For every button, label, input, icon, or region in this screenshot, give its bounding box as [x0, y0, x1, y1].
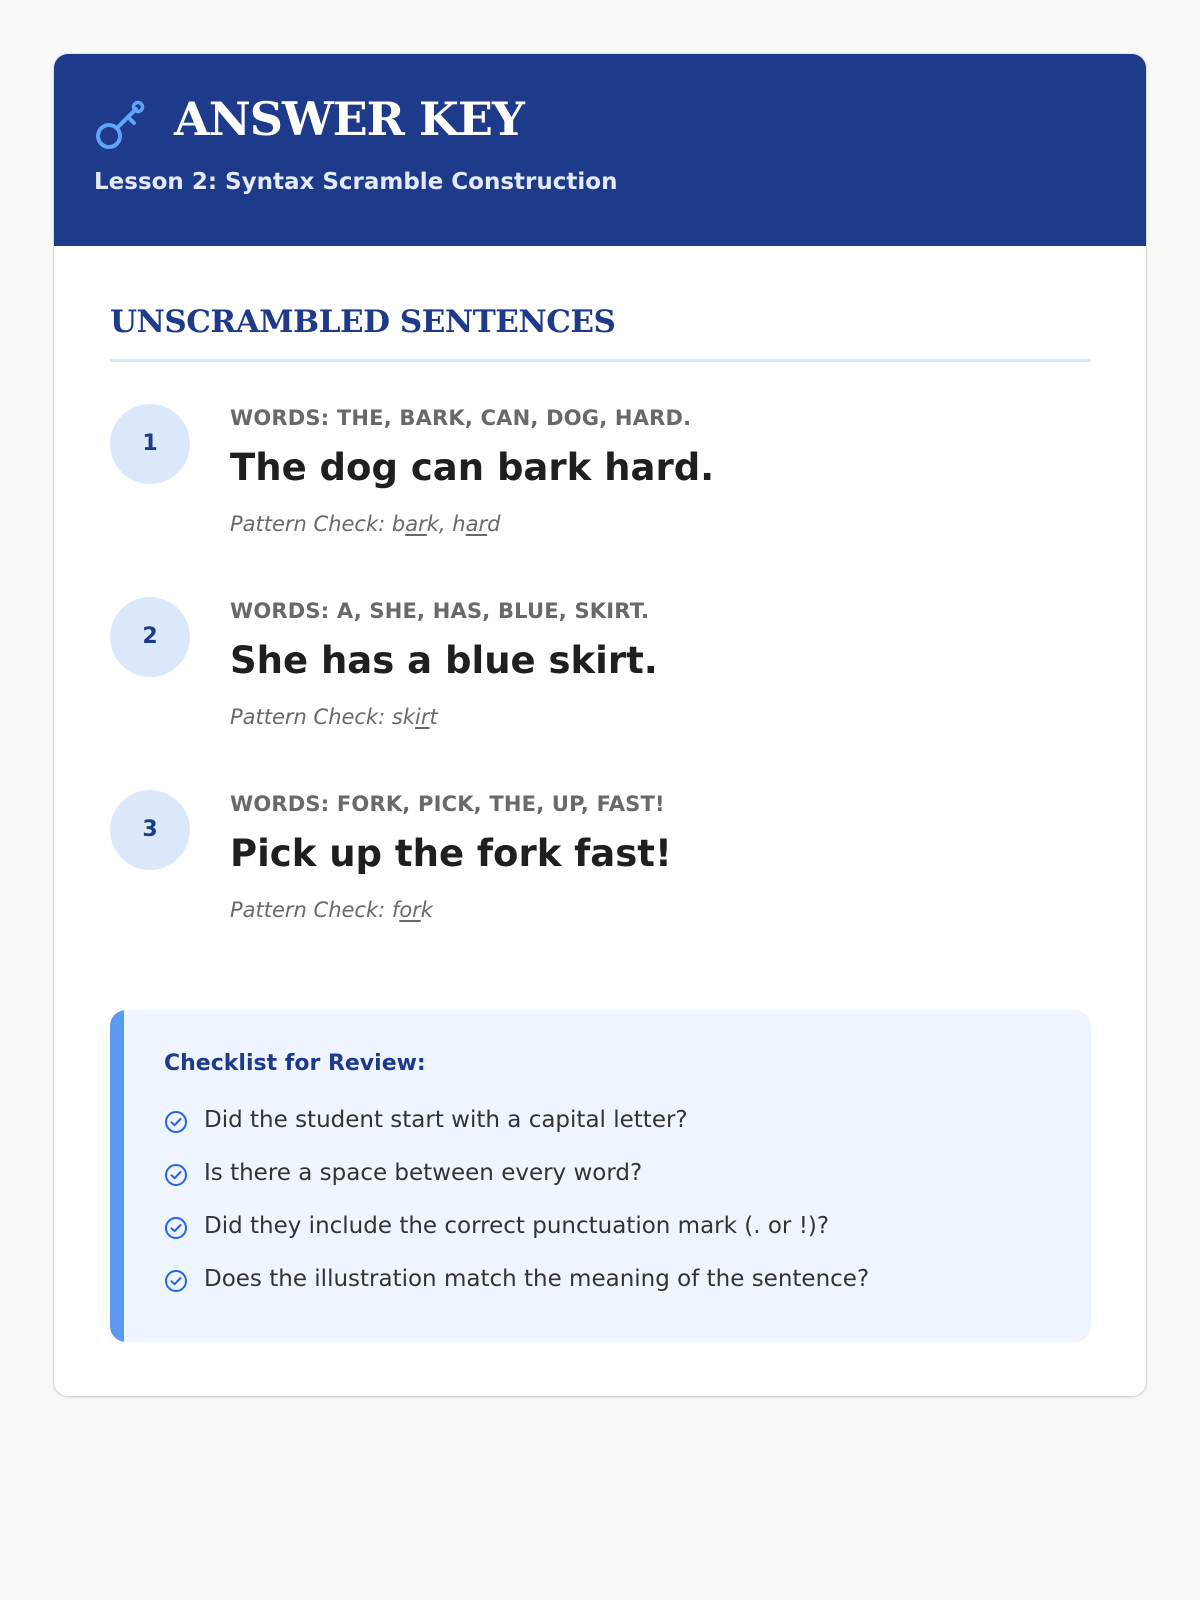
pattern-check-label: Pattern Check:	[230, 705, 386, 729]
pattern-word: bark,	[391, 512, 446, 536]
scrambled-words: WORDS: A, SHE, HAS, BLUE, SKIRT.	[230, 599, 650, 623]
pattern-highlight: ar	[465, 512, 488, 536]
pattern-word: fork	[391, 898, 433, 922]
pattern-check	[230, 898, 433, 923]
section-divider	[110, 359, 1091, 362]
answer-sentence: Pick up the fork fast!	[230, 832, 672, 875]
item-number-badge: 2	[110, 597, 190, 677]
pattern-word: skirt	[391, 705, 438, 729]
scrambled-words: WORDS: FORK, PICK, THE, UP, FAST!	[230, 792, 665, 816]
key-icon	[94, 98, 148, 152]
answer-sentence: She has a blue skirt.	[230, 639, 658, 682]
check-circle-icon	[164, 1269, 188, 1293]
pattern-check-label: Pattern Check:	[230, 898, 386, 922]
checklist-title: Checklist for Review:	[164, 1051, 426, 1076]
item-number-badge: 1	[110, 404, 190, 484]
checklist-item	[164, 1104, 1064, 1138]
checklist-item	[164, 1263, 1064, 1297]
checklist-item-text: Is there a space between every word?	[204, 1160, 643, 1186]
header-banner	[54, 54, 1146, 246]
pattern-word: hard	[452, 512, 501, 536]
check-circle-icon	[164, 1216, 188, 1240]
pattern-words	[392, 705, 438, 729]
answer-key-card	[54, 54, 1146, 1396]
checklist-item-text: Did the student start with a capital letter?	[204, 1107, 688, 1133]
pattern-words	[392, 898, 433, 922]
sentence-item	[110, 790, 1091, 950]
pattern-highlight: ir	[415, 705, 430, 729]
page-title: ANSWER KEY	[174, 92, 524, 146]
answer-sentence: The dog can bark hard.	[230, 446, 715, 489]
checklist-item	[164, 1157, 1064, 1191]
sentence-item	[110, 597, 1091, 757]
checklist-accent-bar	[110, 1010, 124, 1342]
section-title: UNSCRAMBLED SENTENCES	[110, 304, 616, 340]
pattern-check	[230, 512, 500, 537]
check-circle-icon	[164, 1110, 188, 1134]
item-number-badge: 3	[110, 790, 190, 870]
pattern-highlight: or	[399, 898, 421, 922]
checklist-item-text: Does the illustration match the meaning of the sentence?	[204, 1266, 870, 1292]
sentence-item	[110, 404, 1091, 564]
review-checklist	[110, 1010, 1091, 1342]
check-circle-icon	[164, 1163, 188, 1187]
pattern-check-label: Pattern Check:	[230, 512, 386, 536]
checklist-item	[164, 1210, 1064, 1244]
pattern-highlight: ar	[405, 512, 427, 536]
checklist-item-text: Did they include the correct punctuation mark (. or !)?	[204, 1213, 830, 1239]
scrambled-words: WORDS: THE, BARK, CAN, DOG, HARD.	[230, 406, 692, 430]
pattern-words	[392, 512, 501, 536]
lesson-subtitle: Lesson 2: Syntax Scramble Construction	[94, 169, 618, 195]
pattern-check	[230, 705, 438, 730]
